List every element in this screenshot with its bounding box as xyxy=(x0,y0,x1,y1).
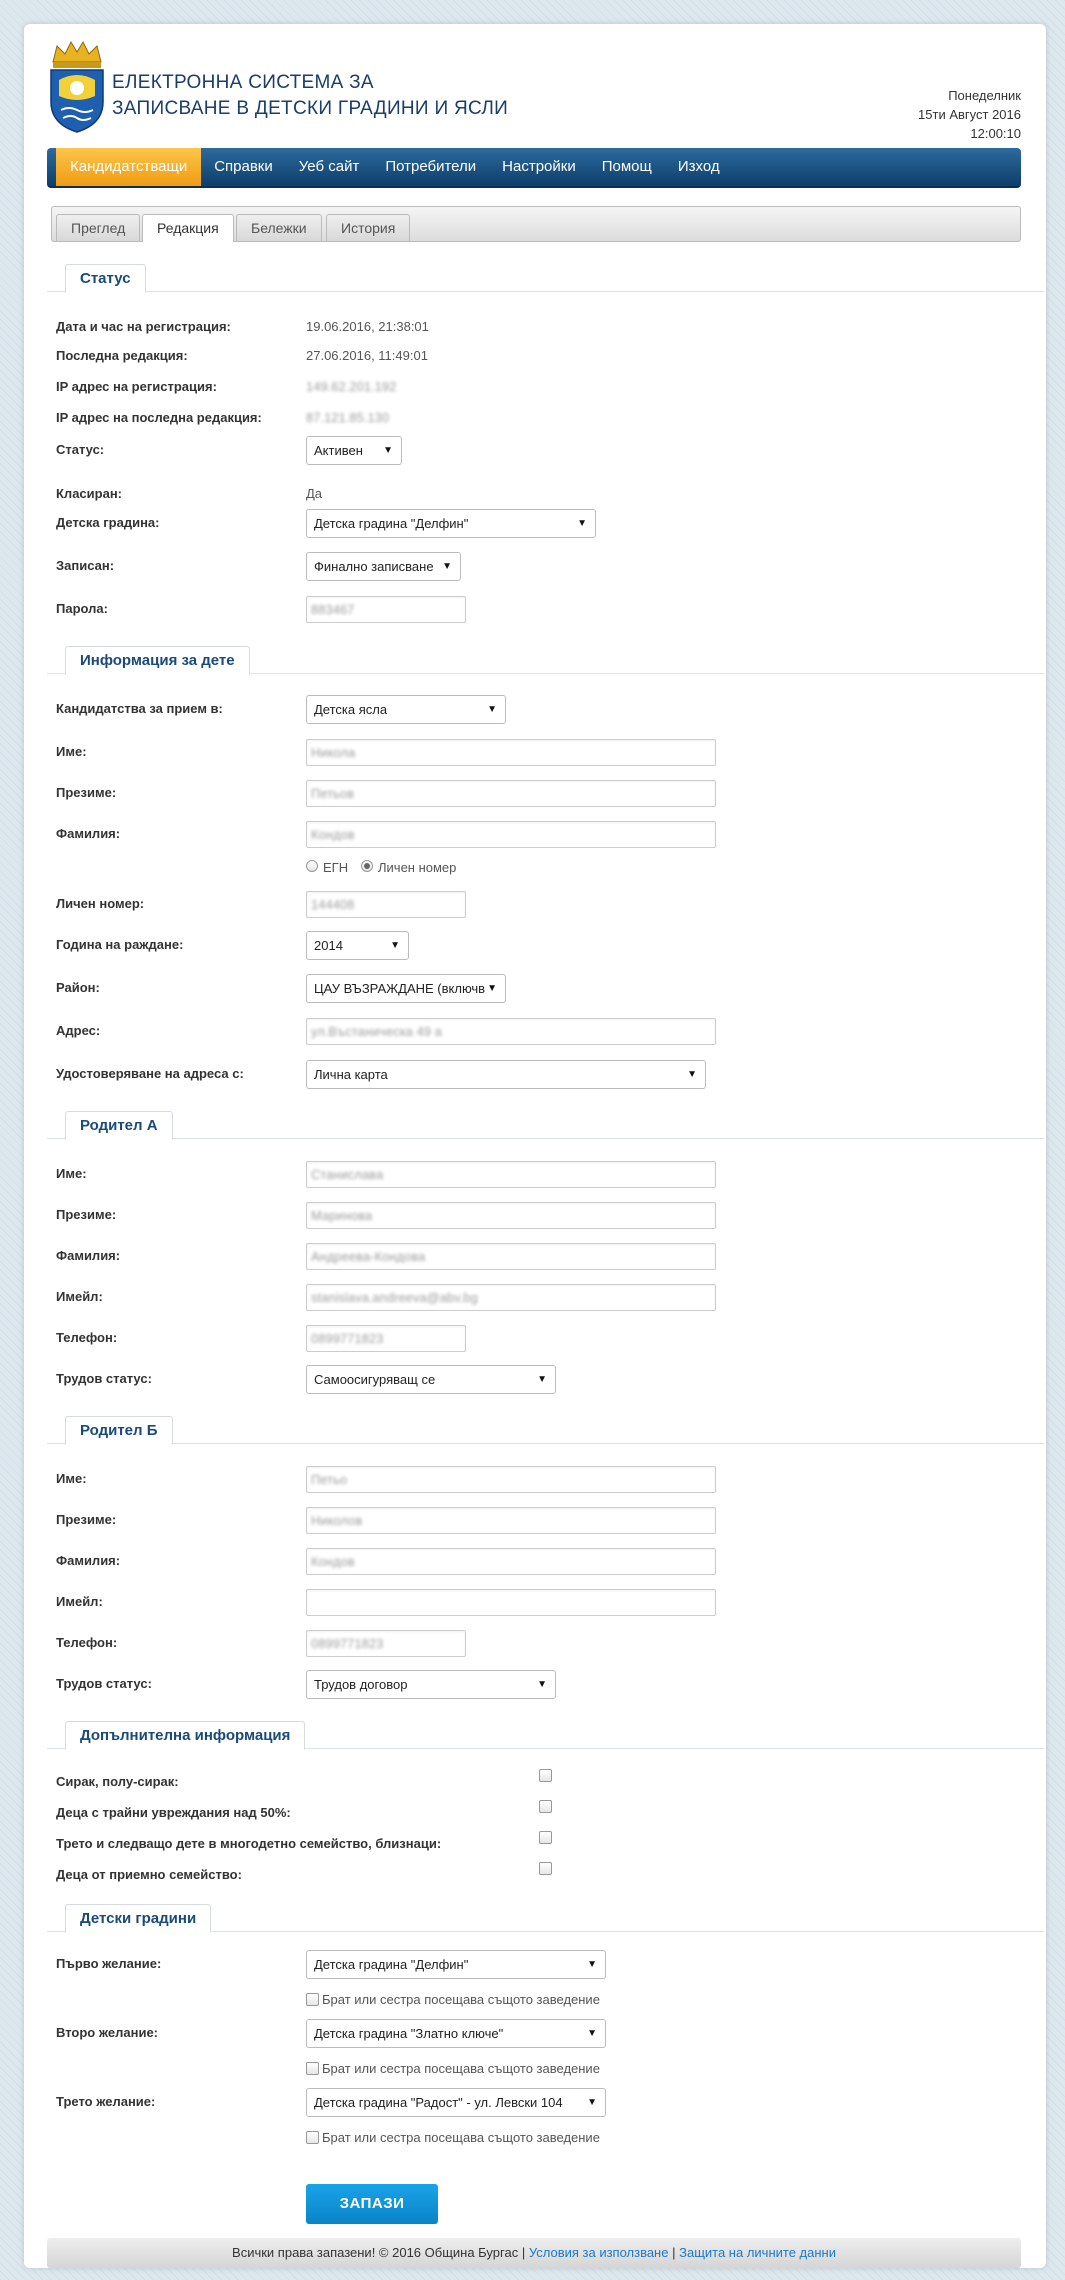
chevron-down-icon: ▼ xyxy=(577,518,587,529)
ranked-value: Да xyxy=(306,486,323,501)
parent-a-phone-value: 0899771823 xyxy=(311,1331,384,1346)
header xyxy=(47,40,1021,150)
ip-reg-label: IP адрес на регистрация: xyxy=(56,379,217,394)
parent-a-name-field[interactable] xyxy=(306,1161,716,1188)
first-sibling-checkbox[interactable] xyxy=(306,1993,319,2006)
coat-of-arms-icon xyxy=(47,40,107,134)
parent-a-email-label: Имейл: xyxy=(56,1289,103,1304)
section-additional-info: Допълнителна информация xyxy=(65,1721,305,1750)
district-select[interactable] xyxy=(306,974,506,1003)
second-choice-select[interactable] xyxy=(306,2019,606,2048)
section-kindergartens: Детски градини xyxy=(65,1904,211,1933)
password-field[interactable] xyxy=(306,596,466,623)
ranked-label: Класиран: xyxy=(56,486,122,501)
parent-a-middle-label: Презиме: xyxy=(56,1207,117,1222)
tab-edit[interactable]: Редакция xyxy=(142,214,234,242)
current-date: 15ти Август 2016 xyxy=(918,107,1021,122)
child-middle-value: Петьов xyxy=(311,786,355,801)
footer xyxy=(47,2238,1021,2268)
third-child-label: Трето и следващо дете в многодетно семейство, близнаци: xyxy=(56,1836,442,1851)
system-title-line1: ЕЛЕКТРОННА СИСТЕМА ЗА xyxy=(112,72,374,93)
address-proof-select-value: Лична карта xyxy=(314,1067,388,1082)
current-datetime xyxy=(918,86,1021,143)
section-divider xyxy=(47,1443,1044,1444)
ip-edit-value: 87.121.85.130 xyxy=(306,410,390,425)
parent-a-phone-field[interactable] xyxy=(306,1325,466,1352)
status-label: Статус: xyxy=(56,442,105,457)
enrolled-select[interactable] xyxy=(306,552,461,581)
foster-label: Деца от приемно семейство: xyxy=(56,1867,242,1882)
disability-checkbox[interactable] xyxy=(539,1800,552,1813)
chevron-down-icon: ▼ xyxy=(587,1959,597,1970)
parent-b-work-label: Трудов статус: xyxy=(56,1676,152,1691)
first-sibling-label: Брат или сестра посещава същото заведение xyxy=(322,1992,600,2007)
parent-a-middle-field[interactable] xyxy=(306,1202,716,1229)
district-select-value: ЦАУ ВЪЗРАЖДАНЕ (включв xyxy=(314,981,486,996)
system-title-line2: ЗАПИСВАНЕ В ДЕТСКИ ГРАДИНИ И ЯСЛИ xyxy=(112,98,509,119)
address-label: Адрес: xyxy=(56,1023,101,1038)
birth-year-label: Година на раждане: xyxy=(56,937,184,952)
child-last-value: Кондов xyxy=(311,827,355,842)
third-child-checkbox[interactable] xyxy=(539,1831,552,1844)
third-choice-select-value: Детска градина "Радост" - ул. Левски 104 xyxy=(314,2095,563,2110)
kindergarten-select[interactable] xyxy=(306,509,596,538)
egn-radio-label: ЕГН xyxy=(323,860,349,875)
disability-label: Деца с трайни увреждания над 50%: xyxy=(56,1805,291,1820)
chevron-down-icon: ▼ xyxy=(487,704,497,715)
address-proof-select[interactable] xyxy=(306,1060,706,1089)
third-sibling-checkbox[interactable] xyxy=(306,2131,319,2144)
third-choice-label: Трето желание: xyxy=(56,2094,156,2109)
personal-number-field[interactable] xyxy=(306,891,466,918)
parent-b-name-label: Име: xyxy=(56,1471,87,1486)
current-time: 12:00:10 xyxy=(970,126,1021,141)
second-sibling-label: Брат или сестра посещава същото заведение xyxy=(322,2061,600,2076)
chevron-down-icon: ▼ xyxy=(537,1374,547,1385)
nav-applicants[interactable]: Кандидатстващи xyxy=(56,148,201,186)
page-container xyxy=(24,24,1046,2268)
address-field[interactable] xyxy=(306,1018,716,1045)
nav-help[interactable]: Помощ xyxy=(601,158,652,175)
section-parent-b: Родител Б xyxy=(65,1416,173,1445)
last-edit-label: Последна редакция: xyxy=(56,348,188,363)
parent-b-phone-value: 0899771823 xyxy=(311,1636,384,1651)
copyright-text: Всички права запазени! © 2016 Община Бургас xyxy=(232,2245,519,2260)
parent-a-last-label: Фамилия: xyxy=(56,1248,121,1263)
chevron-down-icon: ▼ xyxy=(537,1679,547,1690)
reg-date-value: 19.06.2016, 21:38:01 xyxy=(306,319,429,334)
chevron-down-icon: ▼ xyxy=(487,983,497,994)
enrolled-label: Записан: xyxy=(56,558,115,573)
third-choice-select[interactable] xyxy=(306,2088,606,2117)
parent-a-work-label: Трудов статус: xyxy=(56,1371,152,1386)
ip-reg-value: 149.62.201.192 xyxy=(306,379,397,394)
apply-for-select-value: Детска ясла xyxy=(314,702,388,717)
parent-a-work-select-value: Самоосигуряващ се xyxy=(314,1372,436,1387)
save-button[interactable]: ЗАПАЗИ xyxy=(306,2184,438,2224)
chevron-down-icon: ▼ xyxy=(587,2097,597,2108)
parent-b-last-field[interactable] xyxy=(306,1548,716,1575)
current-day: Понеделник xyxy=(948,88,1021,103)
child-last-field[interactable] xyxy=(306,821,716,848)
orphan-label: Сирак, полу-сирак: xyxy=(56,1774,179,1789)
tab-history[interactable]: История xyxy=(326,214,410,241)
parent-b-last-label: Фамилия: xyxy=(56,1553,121,1568)
nav-website[interactable]: Уеб сайт xyxy=(298,158,360,175)
third-sibling-label: Брат или сестра посещава същото заведение xyxy=(322,2130,600,2145)
record-tabs xyxy=(51,206,1021,242)
section-parent-a: Родител А xyxy=(65,1111,173,1140)
tab-notes[interactable]: Бележки xyxy=(236,214,322,241)
parent-a-last-field[interactable] xyxy=(306,1243,716,1270)
terms-link[interactable]: Условия за използване xyxy=(528,2245,669,2260)
kindergarten-select-value: Детска градина "Делфин" xyxy=(314,516,469,531)
chevron-down-icon: ▼ xyxy=(383,445,393,456)
district-label: Район: xyxy=(56,980,100,995)
footer-separator: | xyxy=(521,2245,526,2260)
child-middle-field[interactable] xyxy=(306,780,716,807)
nav-users[interactable]: Потребители xyxy=(385,158,477,175)
apply-for-select[interactable] xyxy=(306,695,506,724)
foster-checkbox[interactable] xyxy=(539,1862,552,1875)
tab-overview[interactable]: Преглед xyxy=(56,214,140,241)
chevron-down-icon: ▼ xyxy=(687,1069,697,1080)
last-edit-value: 27.06.2016, 11:49:01 xyxy=(306,348,428,363)
parent-a-phone-label: Телефон: xyxy=(56,1330,118,1345)
parent-b-phone-label: Телефон: xyxy=(56,1635,118,1650)
second-sibling-checkbox[interactable] xyxy=(306,2062,319,2075)
personal-number-value: 144408 xyxy=(311,897,355,912)
child-last-label: Фамилия: xyxy=(56,826,121,841)
enrolled-select-value: Финално записване xyxy=(314,559,434,574)
parent-b-name-value: Петьо xyxy=(311,1472,348,1487)
first-choice-label: Първо желание: xyxy=(56,1956,162,1971)
second-choice-label: Второ желание: xyxy=(56,2025,159,2040)
child-middle-label: Презиме: xyxy=(56,785,117,800)
parent-b-phone-field[interactable] xyxy=(306,1630,466,1657)
orphan-checkbox[interactable] xyxy=(539,1769,552,1782)
ip-edit-label: IP адрес на последна редакция: xyxy=(56,410,262,425)
nav-settings[interactable]: Настройки xyxy=(502,158,576,175)
section-status: Статус xyxy=(65,264,146,293)
section-divider xyxy=(47,291,1044,292)
password-value: 883467 xyxy=(311,602,355,617)
personal-number-radio[interactable] xyxy=(361,860,373,872)
nav-reports[interactable]: Справки xyxy=(214,158,273,175)
status-select-value: Активен xyxy=(314,443,363,458)
kindergarten-label: Детска градина: xyxy=(56,515,160,530)
second-choice-select-value: Детска градина "Златно ключе" xyxy=(314,2026,504,2041)
address-value: ул.Въстаническа 49 а xyxy=(311,1024,442,1039)
parent-b-middle-field[interactable] xyxy=(306,1507,716,1534)
personal-number-radio-label: Личен номер xyxy=(378,860,457,875)
parent-b-email-label: Имейл: xyxy=(56,1594,103,1609)
parent-b-middle-label: Презиме: xyxy=(56,1512,117,1527)
parent-b-last-value: Кондов xyxy=(311,1554,355,1569)
first-choice-select-value: Детска градина "Делфин" xyxy=(314,1957,469,1972)
parent-a-name-value: Станислава xyxy=(311,1167,384,1182)
parent-a-email-value: stanislava.andreeva@abv.bg xyxy=(311,1290,478,1305)
nav-logout[interactable]: Изход xyxy=(677,158,720,175)
child-name-label: Име: xyxy=(56,744,87,759)
parent-a-email-field[interactable] xyxy=(306,1284,716,1311)
parent-b-email-field[interactable] xyxy=(306,1589,716,1616)
section-divider xyxy=(47,1138,1044,1139)
password-label: Парола: xyxy=(56,601,108,616)
parent-b-work-select[interactable] xyxy=(306,1670,556,1699)
birth-year-select-value: 2014 xyxy=(314,938,343,953)
main-nav xyxy=(47,148,1021,188)
footer-separator: | xyxy=(672,2245,676,2260)
address-proof-label: Удостоверяване на адреса с: xyxy=(56,1066,244,1081)
parent-b-middle-value: Николов xyxy=(311,1513,363,1528)
system-title xyxy=(112,70,508,122)
parent-a-work-select[interactable] xyxy=(306,1365,556,1394)
parent-a-name-label: Име: xyxy=(56,1166,87,1181)
chevron-down-icon: ▼ xyxy=(442,561,452,572)
parent-b-work-select-value: Трудов договор xyxy=(314,1677,408,1692)
chevron-down-icon: ▼ xyxy=(390,940,400,951)
child-name-value: Никола xyxy=(311,745,356,760)
status-select[interactable] xyxy=(306,436,402,465)
first-choice-select[interactable] xyxy=(306,1950,606,1979)
apply-for-label: Кандидатства за прием в: xyxy=(56,701,223,716)
personal-number-label: Личен номер: xyxy=(56,896,145,911)
parent-a-middle-value: Маринова xyxy=(311,1208,373,1223)
section-child-info: Информация за дете xyxy=(65,646,250,675)
birth-year-select[interactable] xyxy=(306,931,409,960)
chevron-down-icon: ▼ xyxy=(587,2028,597,2039)
egn-radio[interactable] xyxy=(306,860,318,872)
privacy-link[interactable]: Защита на личните данни xyxy=(679,2245,836,2260)
reg-date-label: Дата и час на регистрация: xyxy=(56,319,231,334)
parent-b-name-field[interactable] xyxy=(306,1466,716,1493)
child-name-field[interactable] xyxy=(306,739,716,766)
parent-a-last-value: Андреева-Кондова xyxy=(311,1249,426,1264)
